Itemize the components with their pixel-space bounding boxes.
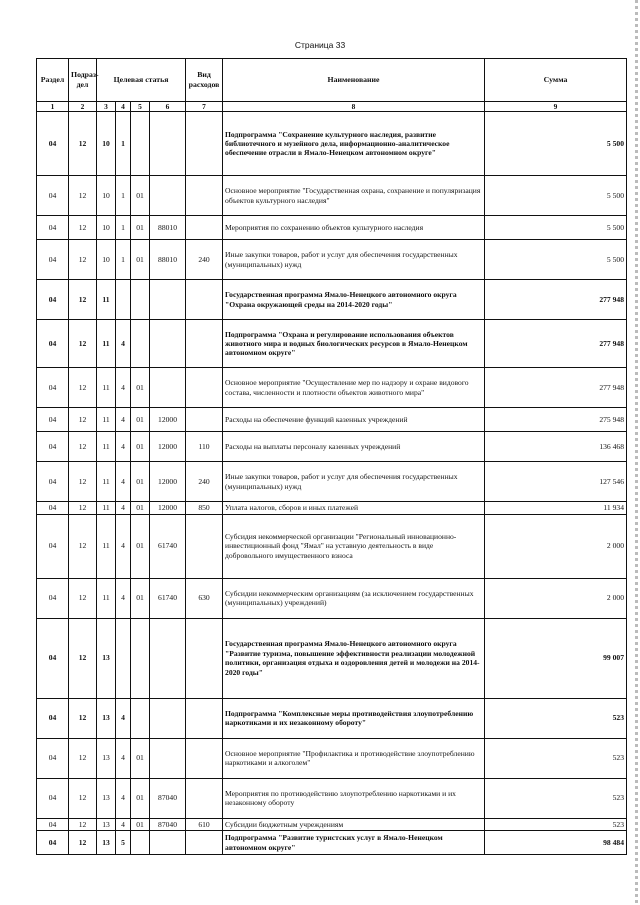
cell-target-event [131,320,150,368]
cell-target-event: 01 [131,502,150,514]
cell-target-subprogram: 4 [116,432,131,462]
cell-sum: 275 948 [485,408,627,432]
cell-expense-type [186,216,223,240]
column-number: 8 [223,102,485,112]
table-row [37,818,627,830]
cell-target-direction: 61740 [150,578,186,618]
cell-expense-type [186,112,223,176]
cell-target-direction: 88010 [150,216,186,240]
cell-section: 04 [37,778,69,818]
cell-name: Основное мероприятие "Профилактика и противодействие злоупотреблению наркотиками и алкоголем" [223,738,485,778]
cell-target-event: 01 [131,778,150,818]
cell-subsection: 12 [69,738,97,778]
cell-subsection: 12 [69,831,97,855]
cell-subsection: 12 [69,502,97,514]
cell-name: Подпрограмма "Развитие туристских услуг в Ямало-Ненецком автономном округе" [223,831,485,855]
cell-target-direction [150,280,186,320]
cell-target-direction [150,176,186,216]
cell-subsection: 12 [69,408,97,432]
cell-target-direction: 88010 [150,240,186,280]
cell-target-subprogram: 4 [116,818,131,830]
cell-expense-type [186,778,223,818]
cell-target-program: 11 [97,578,116,618]
cell-name: Расходы на выплаты персоналу казенных учреждений [223,432,485,462]
cell-target-program: 11 [97,462,116,502]
cell-sum: 5 500 [485,176,627,216]
cell-target-subprogram [116,618,131,698]
cell-name: Подпрограмма "Комплексные меры противодействия злоупотреблению наркотиками и их незаконному обороту" [223,698,485,738]
header-name: Наименование [223,59,485,102]
cell-sum: 11 934 [485,502,627,514]
header-section: Раздел [37,59,69,102]
cell-subsection: 12 [69,176,97,216]
cell-name: Субсидия некоммерческой организации "Региональный инновационно-инвестиционный фонд "Ямал" на уставную деятельность в виде добровольного имущественного взноса [223,514,485,578]
table-row [37,514,627,578]
cell-target-program: 13 [97,698,116,738]
cell-target-direction: 12000 [150,432,186,462]
cell-subsection: 12 [69,368,97,408]
column-number: 6 [150,102,186,112]
cell-target-direction [150,320,186,368]
cell-subsection: 12 [69,240,97,280]
cell-sum: 523 [485,818,627,830]
cell-target-program: 13 [97,738,116,778]
cell-target-subprogram: 1 [116,176,131,216]
cell-name: Подпрограмма "Охрана и регулирование использования объектов животного мира и водных биологических ресурсов в Ямало-Ненецком автономном округе" [223,320,485,368]
cell-target-event [131,831,150,855]
cell-subsection: 12 [69,578,97,618]
cell-target-program: 11 [97,320,116,368]
cell-section: 04 [37,320,69,368]
cell-expense-type: 630 [186,578,223,618]
table-row [37,320,627,368]
header-target: Целевая статья [97,59,186,102]
cell-section: 04 [37,831,69,855]
cell-sum: 523 [485,698,627,738]
cell-target-event: 01 [131,578,150,618]
cell-sum: 277 948 [485,368,627,408]
cell-sum: 277 948 [485,280,627,320]
table-row [37,831,627,855]
cell-section: 04 [37,280,69,320]
cell-subsection: 12 [69,462,97,502]
cell-name: Уплата налогов, сборов и иных платежей [223,502,485,514]
table-row [37,368,627,408]
cell-sum: 99 007 [485,618,627,698]
cell-target-event [131,112,150,176]
cell-name: Государственная программа Ямало-Ненецкого автономного округа "Развитие туризма, повышение эффективности реализации молодежной политики, организация отдыха и оздоровления детей и молодежи на 2014-2020 годы" [223,618,485,698]
cell-expense-type [186,514,223,578]
cell-name: Субсидии некоммерческим организациям (за исключением государственных (муниципальных) учреждений) [223,578,485,618]
cell-target-subprogram [116,280,131,320]
cell-target-subprogram: 4 [116,738,131,778]
table-row [37,578,627,618]
table-row [37,462,627,502]
cell-target-direction [150,618,186,698]
cell-target-program: 11 [97,408,116,432]
cell-expense-type: 240 [186,462,223,502]
table-row [37,408,627,432]
table-row [37,778,627,818]
cell-target-subprogram: 4 [116,578,131,618]
cell-target-subprogram: 4 [116,698,131,738]
cell-sum: 523 [485,778,627,818]
cell-target-event [131,618,150,698]
cell-section: 04 [37,618,69,698]
cell-target-subprogram: 4 [116,320,131,368]
cell-sum: 523 [485,738,627,778]
cell-expense-type: 610 [186,818,223,830]
cell-name: Мероприятия по противодействию злоупотреблению наркотиками и их незаконному обороту [223,778,485,818]
cell-sum: 5 500 [485,112,627,176]
cell-target-direction [150,738,186,778]
cell-target-subprogram: 4 [116,408,131,432]
cell-section: 04 [37,432,69,462]
cell-section: 04 [37,818,69,830]
table-row [37,738,627,778]
cell-subsection: 12 [69,618,97,698]
cell-expense-type [186,831,223,855]
cell-target-direction: 12000 [150,462,186,502]
cell-section: 04 [37,502,69,514]
column-number: 5 [131,102,150,112]
cell-target-event: 01 [131,176,150,216]
cell-target-event [131,698,150,738]
column-number: 3 [97,102,116,112]
header-sum: Сумма [485,59,627,102]
cell-subsection: 12 [69,320,97,368]
scan-edge [635,0,638,905]
cell-section: 04 [37,462,69,502]
cell-target-event: 01 [131,368,150,408]
cell-section: 04 [37,368,69,408]
cell-target-subprogram: 4 [116,778,131,818]
cell-target-subprogram: 4 [116,368,131,408]
cell-expense-type [186,738,223,778]
cell-sum: 136 468 [485,432,627,462]
header-row [37,59,627,102]
table-row [37,502,627,514]
budget-table [36,58,627,855]
cell-expense-type: 110 [186,432,223,462]
cell-section: 04 [37,698,69,738]
cell-target-direction: 12000 [150,408,186,432]
cell-target-event: 01 [131,240,150,280]
cell-target-program: 11 [97,432,116,462]
cell-section: 04 [37,176,69,216]
cell-target-program: 11 [97,280,116,320]
table-row [37,698,627,738]
cell-target-program: 13 [97,831,116,855]
cell-section: 04 [37,216,69,240]
cell-expense-type: 240 [186,240,223,280]
table-row [37,432,627,462]
cell-target-program: 13 [97,778,116,818]
cell-expense-type [186,320,223,368]
cell-sum: 127 546 [485,462,627,502]
cell-name: Подпрограмма "Сохранение культурного наследия, развитие библиотечного и музейного дела, информационно-аналитическое обеспечение отрасли в Ямало-Ненецком автономном округе" [223,112,485,176]
cell-subsection: 12 [69,216,97,240]
cell-target-event: 01 [131,738,150,778]
column-number: 1 [37,102,69,112]
column-number: 9 [485,102,627,112]
cell-section: 04 [37,514,69,578]
table-row [37,176,627,216]
cell-expense-type [186,408,223,432]
cell-target-direction [150,698,186,738]
column-number: 4 [116,102,131,112]
cell-name: Иные закупки товаров, работ и услуг для обеспечения государственных (муниципальных) нужд [223,240,485,280]
cell-target-program: 11 [97,368,116,408]
cell-target-program: 10 [97,112,116,176]
cell-subsection: 12 [69,698,97,738]
header-expense-type: Вид расходов [186,59,223,102]
cell-target-program: 11 [97,514,116,578]
cell-target-direction: 61740 [150,514,186,578]
cell-target-subprogram: 5 [116,831,131,855]
column-number: 7 [186,102,223,112]
cell-sum: 2 000 [485,578,627,618]
cell-target-event: 01 [131,514,150,578]
cell-expense-type [186,618,223,698]
table-row [37,280,627,320]
cell-name: Мероприятия по сохранению объектов культурного наследия [223,216,485,240]
cell-sum: 2 000 [485,514,627,578]
cell-name: Иные закупки товаров, работ и услуг для обеспечения государственных (муниципальных) нужд [223,462,485,502]
cell-section: 04 [37,240,69,280]
cell-name: Государственная программа Ямало-Ненецкого автономного округа "Охрана окружающей среды на 2014-2020 годы" [223,280,485,320]
cell-target-direction: 12000 [150,502,186,514]
cell-subsection: 12 [69,778,97,818]
cell-name: Основное мероприятие "Осуществление мер по надзору и охране видового состава, численности и плотности объектов животного мира" [223,368,485,408]
cell-target-event: 01 [131,408,150,432]
cell-target-event: 01 [131,216,150,240]
cell-target-event: 01 [131,432,150,462]
cell-target-event: 01 [131,818,150,830]
column-number: 2 [69,102,97,112]
cell-expense-type [186,176,223,216]
cell-sum: 5 500 [485,240,627,280]
cell-target-program: 10 [97,176,116,216]
cell-target-direction [150,831,186,855]
cell-expense-type [186,698,223,738]
cell-name: Субсидии бюджетным учреждениям [223,818,485,830]
cell-target-subprogram: 4 [116,462,131,502]
cell-target-program: 13 [97,818,116,830]
cell-target-subprogram: 1 [116,240,131,280]
cell-target-subprogram: 4 [116,514,131,578]
cell-target-program: 10 [97,240,116,280]
cell-subsection: 12 [69,818,97,830]
cell-target-subprogram: 4 [116,502,131,514]
cell-subsection: 12 [69,514,97,578]
cell-target-event [131,280,150,320]
cell-target-subprogram: 1 [116,112,131,176]
cell-section: 04 [37,112,69,176]
cell-name: Основное мероприятие "Государственная охрана, сохранение и популяризация объектов культурного наследия" [223,176,485,216]
header-subsection: Подраз-дел [69,59,97,102]
cell-expense-type [186,368,223,408]
cell-subsection: 12 [69,432,97,462]
table-row [37,240,627,280]
table-row [37,216,627,240]
cell-expense-type: 850 [186,502,223,514]
cell-subsection: 12 [69,112,97,176]
cell-target-direction [150,368,186,408]
cell-target-program: 11 [97,502,116,514]
cell-subsection: 12 [69,280,97,320]
cell-target-event: 01 [131,462,150,502]
cell-section: 04 [37,408,69,432]
cell-target-program: 10 [97,216,116,240]
table-row [37,112,627,176]
cell-section: 04 [37,578,69,618]
cell-name: Расходы на обеспечение функций казенных учреждений [223,408,485,432]
cell-target-program: 13 [97,618,116,698]
cell-sum: 277 948 [485,320,627,368]
cell-target-direction [150,112,186,176]
cell-expense-type [186,280,223,320]
column-number-row [37,102,627,112]
cell-target-subprogram: 1 [116,216,131,240]
cell-sum: 98 484 [485,831,627,855]
page-label: Страница 33 [294,40,346,50]
cell-target-direction: 87040 [150,778,186,818]
cell-target-direction: 87040 [150,818,186,830]
cell-sum: 5 500 [485,216,627,240]
cell-section: 04 [37,738,69,778]
table-row [37,618,627,698]
